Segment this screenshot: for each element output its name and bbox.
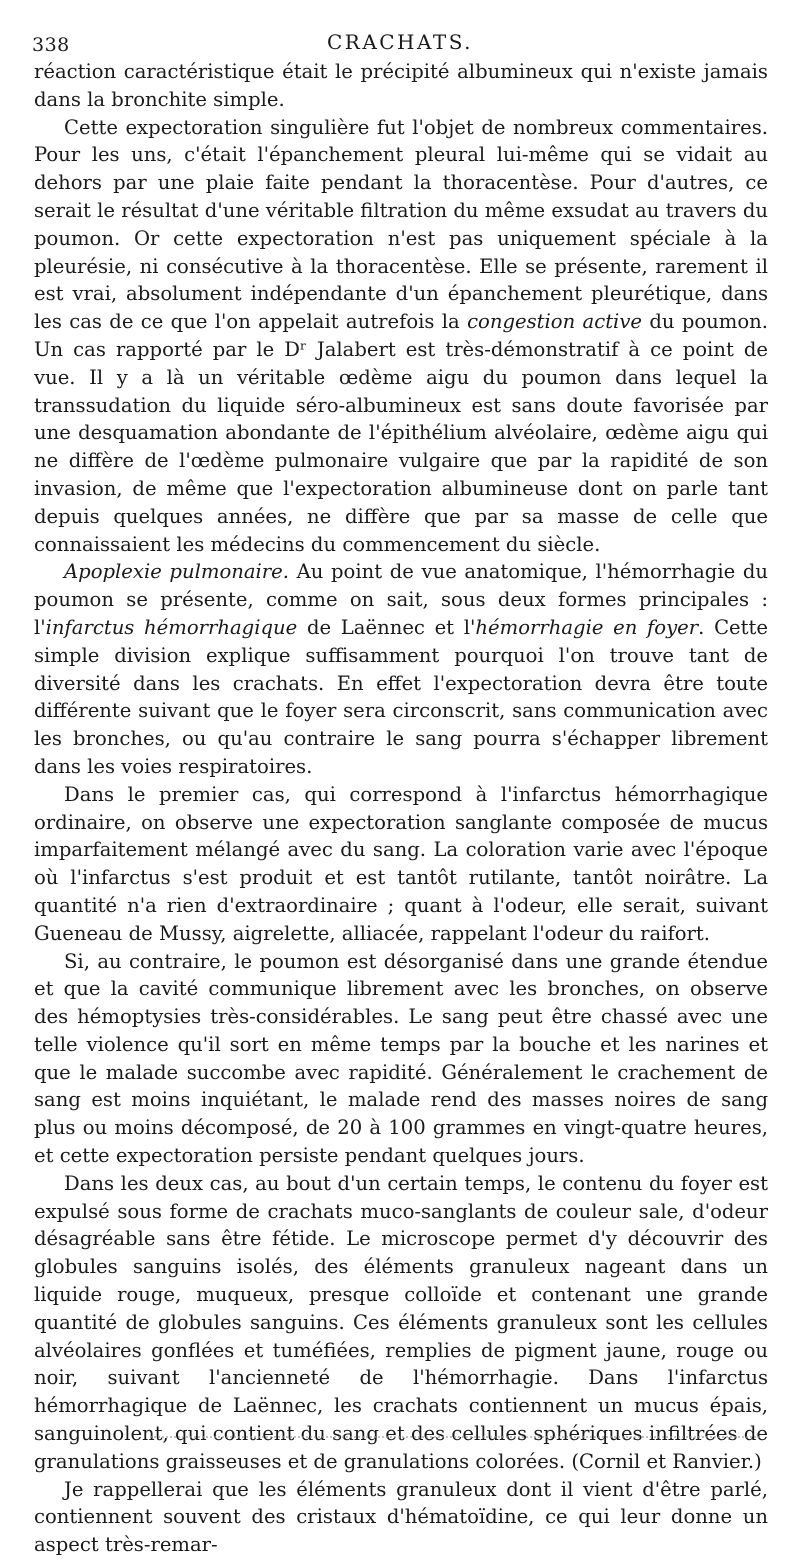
paragraph: Si, au contraire, le poumon est désorganisé dans une grande étendue et que la cavité communique librement avec les bronches, on observe des hémoptysies très-considérables. Le sang peut être chassé avec une telle violence qu'il sort en même temps par la bouche et les narines et que le malade succombe avec rapidité. Généralement le crachement de sang est moins inquiétant, le malade rend des masses noires de sang plus ou moins décomposé, de 20 à 100 grammes en vingt-quatre heures, et cette expectoration persiste pendant quelques jours. [34, 949, 768, 1168]
paragraph: Dans le premier cas, qui correspond à l'infarctus hémorrhagique ordinaire, on observe une expectoration sanglante composée de mucus imparfaitement mélangé avec du sang. La coloration varie avec l'époque où l'infarctus s'est produit et est tantôt rutilante, tantôt noirâtre. La quantité n'a rien d'extraordinaire ; quant à l'odeur, elle serait, suivant Gueneau de Mussy, aigrelette, alliacée, rappelant l'odeur du raifort. [34, 782, 768, 945]
page-number: 338 [32, 34, 70, 56]
running-title: CRACHATS. [326, 30, 474, 54]
paragraph: Dans les deux cas, au bout d'un certain temps, le contenu du foyer est expulsé sous forme de crachats muco-sanglants de couleur sale, d'odeur désagréable sans être fétide. Le microscope permet d'y découvrir des globules sanguins isolés, des éléments granuleux nageant dans un liquide rouge, muqueux, presque colloïde et contenant une grande quantité de globules sanguins. Ces éléments granuleux sont les cellules alvéolaires gonflées et tuméfiées, remplies de pigment jaune, rouge ou noir, suivant l'ancienneté de l'hémorrhagie. Dans l'infarctus hémorrhagique de Laënnec, les crachats contiennent un mucus épais, sanguinolent, qui contient du sang et des cellules sphériques infiltrées de granulations graisseuses et de granulations colorées. (Cornil et Ranvier.) [34, 1171, 768, 1473]
running-head [30, 28, 770, 58]
body-text [34, 58, 768, 1559]
footer-bleed-through [150, 1436, 760, 1438]
paragraph: Cette expectoration singulière fut l'objet de nombreux commentaires. Pour les uns, c'était l'épanchement pleural lui-même qui se vidait au dehors par une plaie faite pendant la thoracentèse. Pour d'autres, ce serait le résultat d'une véritable filtration du même exsudat au travers du poumon. Or cette expectoration n'est pas uniquement spéciale à la pleurésie, ni consécutive à la thoracentèse. Elle se présente, rarement il est vrai, absolument indépendante d'un épanchement pleurétique, dans les cas de ce que l'on appelait autrefois la congestion active du poumon. Un cas rapporté par le Dʳ Jalabert est très-démonstratif à ce point de vue. Il y a là un véritable œdème aigu du poumon dans lequel la transsudation du liquide séro-albumineux est sans doute favorisée par une desquamation abondante de l'épithélium alvéolaire, œdème aigu qui ne diffère de l'œdème pulmonaire vulgaire que par la rapidité de son invasion, de même que l'expectoration albumineuse dont on parle tant depuis quelques années, ne diffère que par sa masse de celle que connaissaient les médecins du commencement du siècle. [34, 115, 769, 556]
paragraph: Je rappellerai que les éléments granuleux dont il vient d'être parlé, contiennent souvent des cristaux d'hématoïdine, ce qui leur donne un aspect très-remar- [34, 1477, 768, 1557]
paragraph: réaction caractéristique était le précipité albumineux qui n'existe jamais dans la bronchite simple. [34, 60, 768, 111]
paragraph: Apoplexie pulmonaire. Au point de vue anatomique, l'hémorrhagie du poumon se présente, comme on sait, sous deux formes principales : l'infarctus hémorrhagique de Laënnec et l'hémorrhagie en foyer. Cette simple division explique suffisamment pourquoi l'on trouve tant de diversité dans les crachats. En effet l'expectoration devra être toute différente suivant que le foyer sera circonscrit, sans communication avec les bronches, ou qu'au contraire le sang pourra s'échapper librement dans les voies respiratoires. [34, 560, 768, 778]
section-heading: Apoplexie pulmonaire. [64, 560, 289, 584]
